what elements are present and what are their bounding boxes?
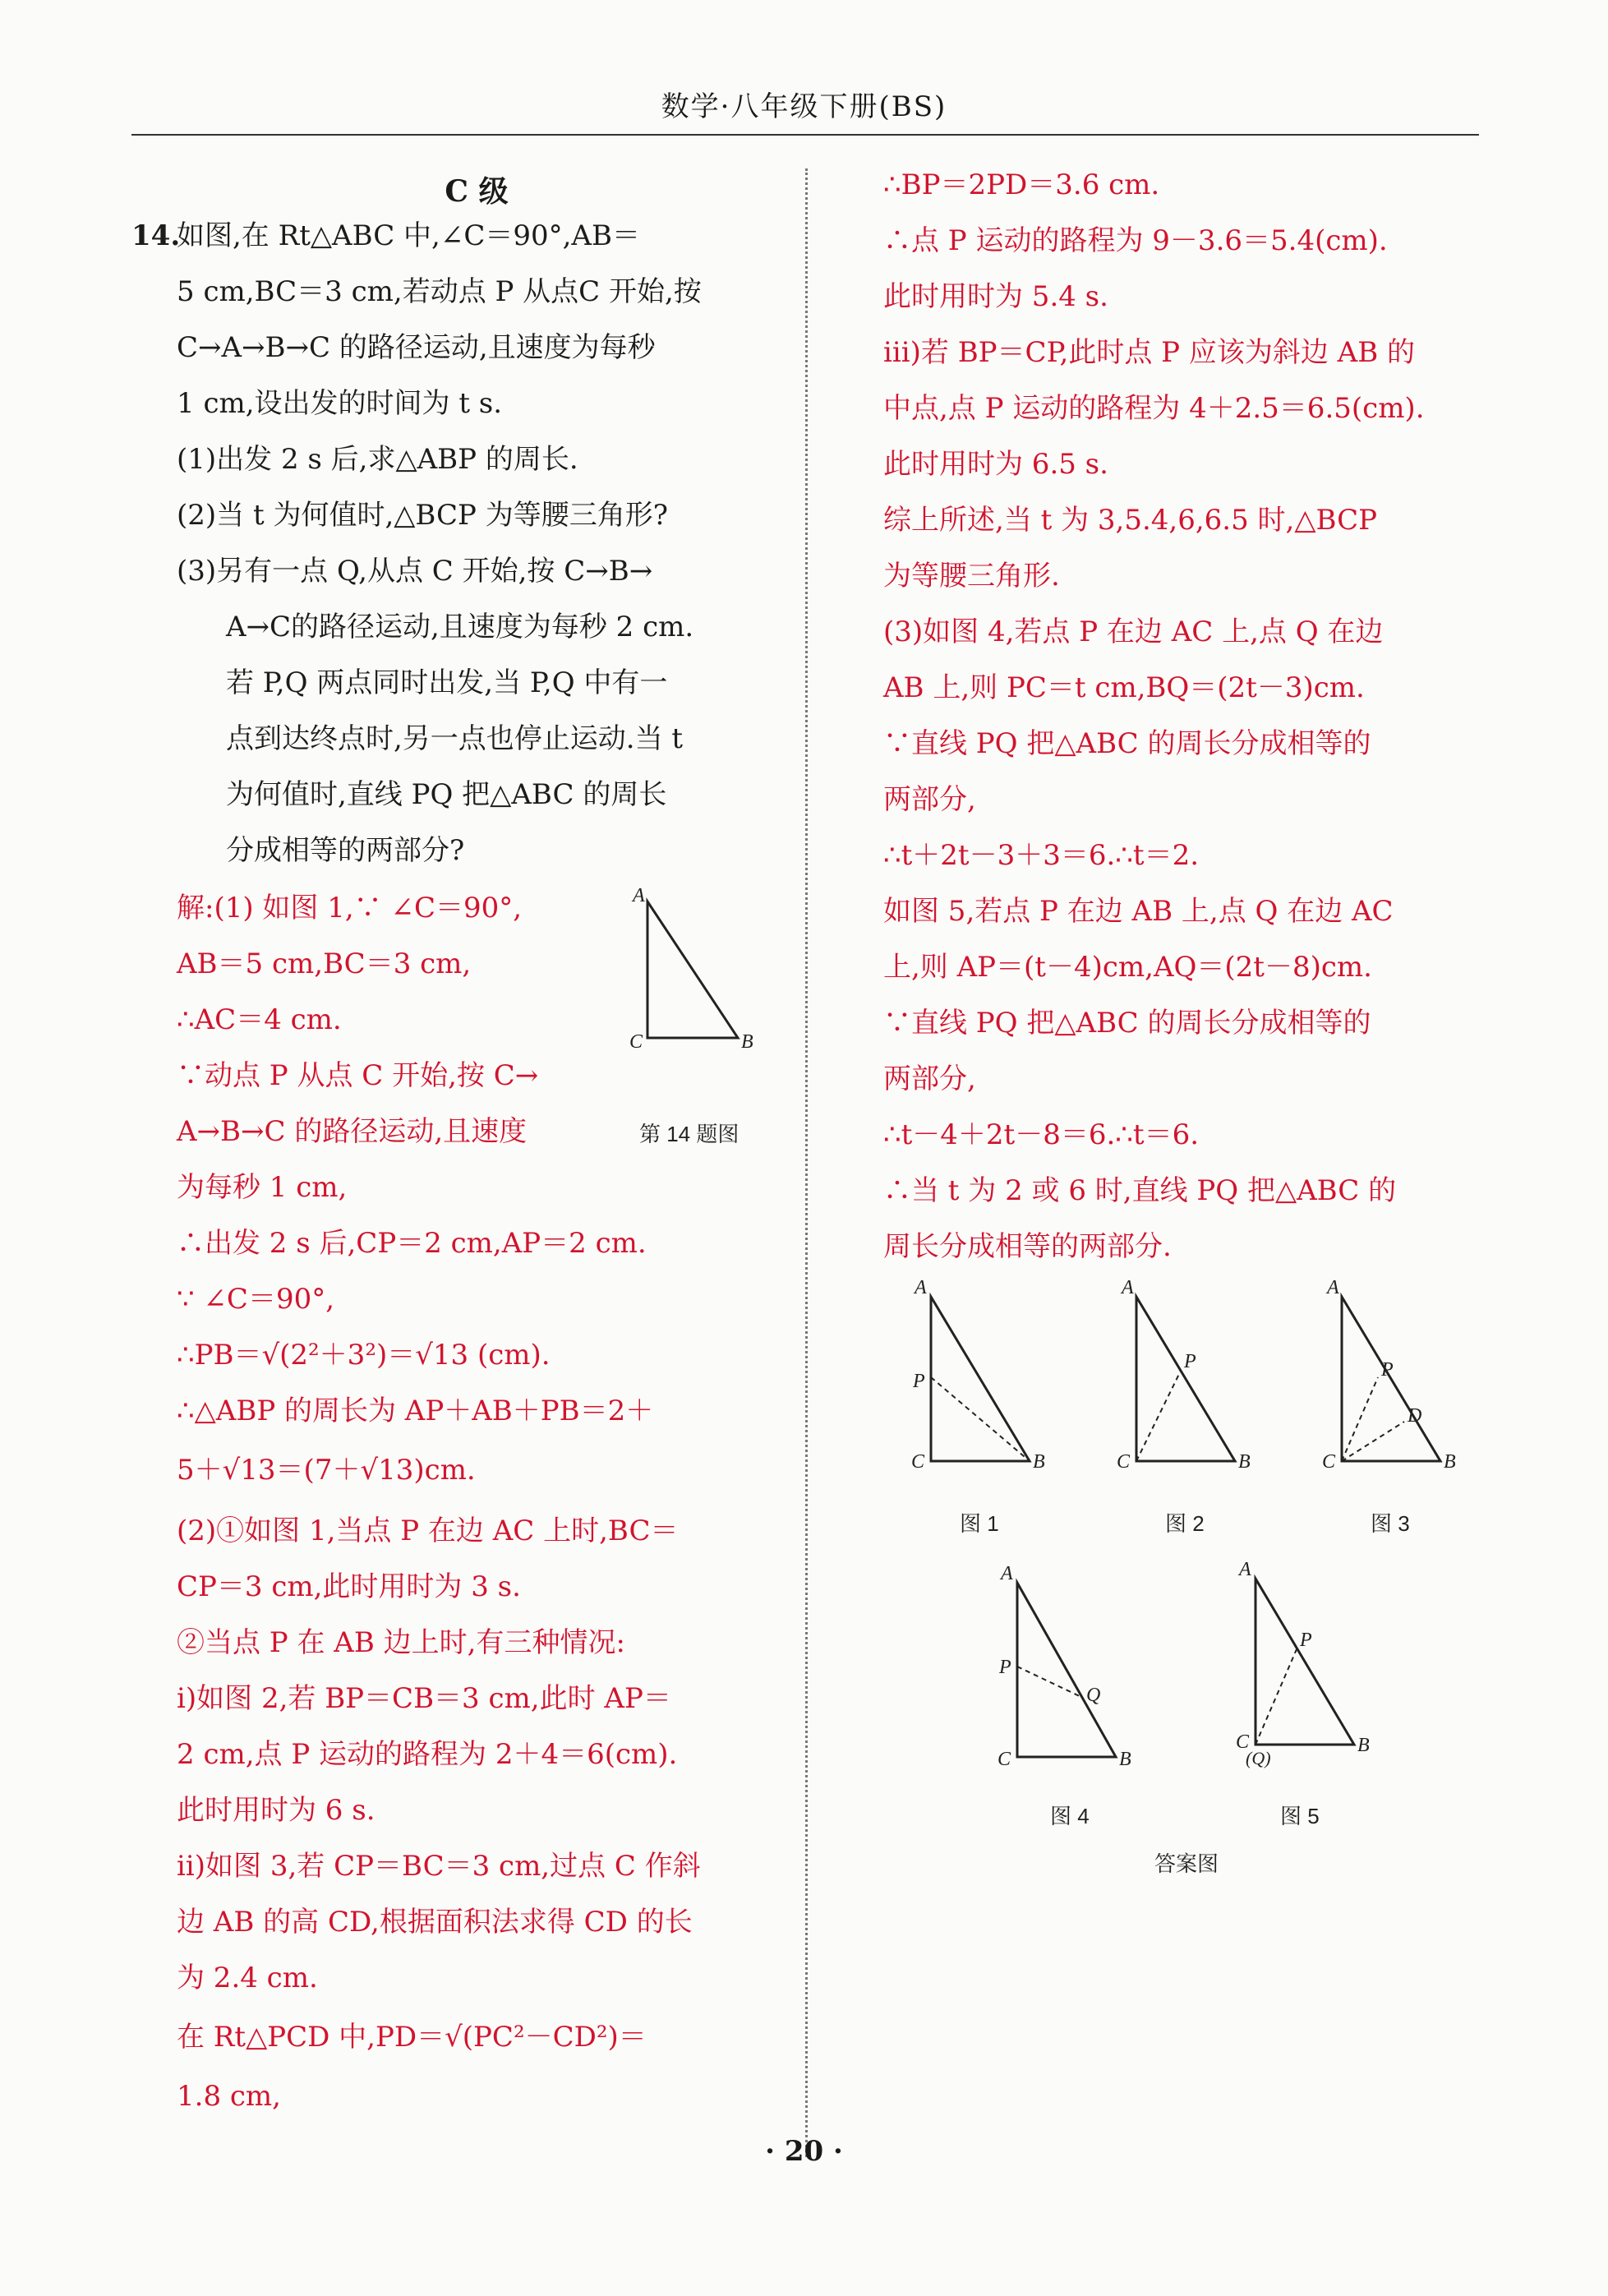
- problem-number: 14.: [131, 219, 181, 252]
- point-p-label: P: [1300, 1630, 1312, 1651]
- problem-line: (1)出发 2 s 后,求△ABP 的周长.: [177, 443, 578, 476]
- problem-line: C→A→B→C 的路径运动,且速度为每秒: [177, 331, 656, 364]
- solution-line: ⅲ)若 BP＝CP,此时点 P 应该为斜边 AB 的: [883, 336, 1416, 369]
- problem-line: A→C的路径运动,且速度为每秒 2 cm.: [226, 611, 694, 643]
- solution-line: 边 AB 的高 CD,根据面积法求得 CD 的长: [177, 1906, 693, 1939]
- solution-line: AB 上,则 PC＝t cm,BQ＝(2t－3)cm.: [883, 671, 1365, 704]
- point-p-label: P: [999, 1657, 1011, 1678]
- solution-line: 上,则 AP＝(t－4)cm,AQ＝(2t－8)cm.: [883, 951, 1372, 984]
- answer-figure-5: [1224, 1557, 1380, 1771]
- point-a-label: A: [1327, 1277, 1339, 1298]
- solution-line: (3)如图 4,若点 P 在边 AC 上,点 Q 在边: [883, 615, 1384, 648]
- page-number: · 20 ·: [765, 2135, 843, 2168]
- level-title: C 级: [445, 174, 509, 209]
- problem-line: (3)另有一点 Q,从点 C 开始,按 C→B→: [177, 555, 653, 588]
- solution-line: 综上所述,当 t 为 3,5.4,6,6.5 时,△BCP: [883, 504, 1377, 537]
- solution-line: 为 2.4 cm.: [177, 1962, 318, 1994]
- triangle-abc: [931, 1297, 1030, 1461]
- point-c-label: C: [998, 1749, 1011, 1770]
- problem-line: 若 P,Q 两点同时出发,当 P,Q 中有一: [226, 666, 668, 699]
- point-b-label: B: [1357, 1735, 1370, 1756]
- problem-line: 为何值时,直线 PQ 把△ABC 的周长: [226, 778, 667, 811]
- point-b-label: B: [1119, 1749, 1131, 1770]
- point-c-label: C: [911, 1451, 925, 1471]
- figure-5-caption: 图 5: [1280, 1804, 1320, 1828]
- solution-line: AB＝5 cm,BC＝3 cm,: [177, 947, 472, 980]
- problem-line: 5 cm,BC＝3 cm,若动点 P 从点C 开始,按: [177, 275, 702, 308]
- point-b-label: B: [741, 1031, 753, 1053]
- problem-line: 1 cm,设出发的时间为 t s.: [177, 387, 503, 420]
- solution-line: ∵直线 PQ 把△ABC 的周长分成相等的: [883, 727, 1371, 760]
- solution-line: 为等腰三角形.: [883, 560, 1060, 592]
- solution-line: ②当点 P 在 AB 边上时,有三种情况:: [177, 1626, 625, 1659]
- solution-line: i)如图 2,若 BP＝CB＝3 cm,此时 AP＝: [177, 1682, 671, 1715]
- solution-line: 2 cm,点 P 运动的路程为 2＋4＝6(cm).: [177, 1738, 678, 1771]
- solution-line: ii)如图 3,若 CP＝BC＝3 cm,过点 C 作斜: [177, 1850, 701, 1883]
- solution-line: 解:(1) 如图 1,∵ ∠C＝90°,: [177, 892, 523, 924]
- problem-14-figure: [624, 883, 772, 1072]
- solution-line: ∴t＋2t－3＋3＝6.∴t＝2.: [883, 839, 1200, 872]
- point-a-label: A: [915, 1277, 927, 1298]
- problem-line: 分成相等的两部分?: [226, 834, 465, 867]
- solution-line: 在 Rt△PCD 中,PD＝√(PC²－CD²)＝: [177, 2021, 647, 2054]
- triangle-abc: [1017, 1583, 1116, 1757]
- solution-line: CP＝3 cm,此时用时为 3 s.: [177, 1570, 521, 1603]
- solution-line: ∴当 t 为 2 或 6 时,直线 PQ 把△ABC 的: [883, 1174, 1397, 1207]
- solution-line: 周长分成相等的两部分.: [883, 1230, 1172, 1263]
- solution-line: 如图 5,若点 P 在边 AB 上,点 Q 在边 AC: [883, 895, 1394, 928]
- answer-figure-4: [986, 1561, 1142, 1775]
- column-divider: [805, 168, 808, 2157]
- triangle-abc: [647, 901, 738, 1038]
- answer-figure-2: [1105, 1274, 1261, 1471]
- figure-1-caption: 图 1: [960, 1511, 999, 1536]
- solution-line: ∵动点 P 从点 C 开始,按 C→: [177, 1059, 539, 1092]
- point-d-label: D: [1408, 1405, 1422, 1427]
- solution-line: A→B→C 的路径运动,且速度: [177, 1115, 528, 1148]
- solution-line: 两部分,: [883, 1063, 976, 1095]
- problem-line: 如图,在 Rt△ABC 中,∠C＝90°,AB＝: [177, 219, 640, 252]
- solution-line: 为每秒 1 cm,: [177, 1171, 348, 1204]
- point-p-label: P: [913, 1371, 925, 1392]
- figure-3-caption: 图 3: [1371, 1511, 1410, 1536]
- solution-line: 1.8 cm,: [177, 2080, 281, 2113]
- page-header: 数学·八年级下册(BS): [661, 90, 947, 123]
- point-c-label: C: [1236, 1731, 1250, 1753]
- segment-pb: [931, 1377, 1030, 1461]
- solution-line: ∵直线 PQ 把△ABC 的周长分成相等的: [883, 1007, 1371, 1040]
- point-b-label: B: [1033, 1451, 1045, 1471]
- solution-line: ∴t－4＋2t－8＝6.∴t＝6.: [883, 1118, 1200, 1151]
- solution-line: 5＋√13＝(7＋√13)cm.: [177, 1454, 476, 1487]
- figure-4-caption: 图 4: [1050, 1804, 1090, 1828]
- point-p-label: P: [1381, 1359, 1394, 1381]
- solution-line: ∴出发 2 s 后,CP＝2 cm,AP＝2 cm.: [177, 1227, 647, 1260]
- point-a-label: A: [1122, 1277, 1134, 1298]
- solution-line: ∴PB＝√(2²＋3²)＝√13 (cm).: [177, 1339, 551, 1372]
- point-a-label: A: [1001, 1563, 1013, 1584]
- problem-line: (2)当 t 为何值时,△BCP 为等腰三角形?: [177, 499, 668, 532]
- point-c-label: C: [1322, 1451, 1336, 1471]
- point-b-label: B: [1444, 1451, 1456, 1471]
- solution-line: ∴AC＝4 cm.: [177, 1003, 342, 1036]
- point-a-label: A: [1239, 1559, 1251, 1580]
- solution-line: ∴BP＝2PD＝3.6 cm.: [883, 168, 1160, 201]
- segment-cp: [1342, 1377, 1378, 1461]
- point-q-label: Q: [1086, 1685, 1101, 1706]
- answer-figure-caption: 答案图: [1154, 1851, 1219, 1876]
- answer-figure-3: [1311, 1274, 1467, 1471]
- point-p-label: P: [1184, 1351, 1196, 1372]
- triangle-abc: [1136, 1297, 1235, 1461]
- problem-line: 点到达终点时,另一点也停止运动.当 t: [226, 722, 684, 755]
- figure-2-caption: 图 2: [1165, 1511, 1205, 1536]
- solution-line: ∴点 P 运动的路程为 9－3.6＝5.4(cm).: [883, 224, 1388, 257]
- solution-line: (2)①如图 1,当点 P 在边 AC 上时,BC＝: [177, 1515, 679, 1547]
- triangle-abc: [1256, 1579, 1354, 1745]
- point-b-label: B: [1238, 1451, 1251, 1471]
- problem-14-caption: 第 14 题图: [639, 1122, 739, 1146]
- solution-line: 中点,点 P 运动的路程为 4＋2.5＝6.5(cm).: [883, 392, 1425, 425]
- point-a-label: A: [633, 885, 645, 906]
- point-c-label: C: [629, 1031, 643, 1053]
- solution-line: 此时用时为 6.5 s.: [883, 448, 1108, 481]
- solution-line: ∴△ABP 的周长为 AP＋AB＋PB＝2＋: [177, 1395, 654, 1427]
- point-c-label: C: [1117, 1451, 1131, 1471]
- answer-figure-1: [900, 1274, 1056, 1471]
- segment-cp: [1136, 1371, 1181, 1461]
- solution-line: 此时用时为 6 s.: [177, 1794, 376, 1827]
- point-q-coincident-label: (Q): [1246, 1748, 1271, 1768]
- solution-line: ∵ ∠C＝90°,: [177, 1283, 335, 1316]
- segment-pq: [1256, 1649, 1297, 1745]
- header-rule: [131, 134, 1479, 136]
- solution-line: 两部分,: [883, 783, 976, 816]
- solution-line: 此时用时为 5.4 s.: [883, 280, 1108, 313]
